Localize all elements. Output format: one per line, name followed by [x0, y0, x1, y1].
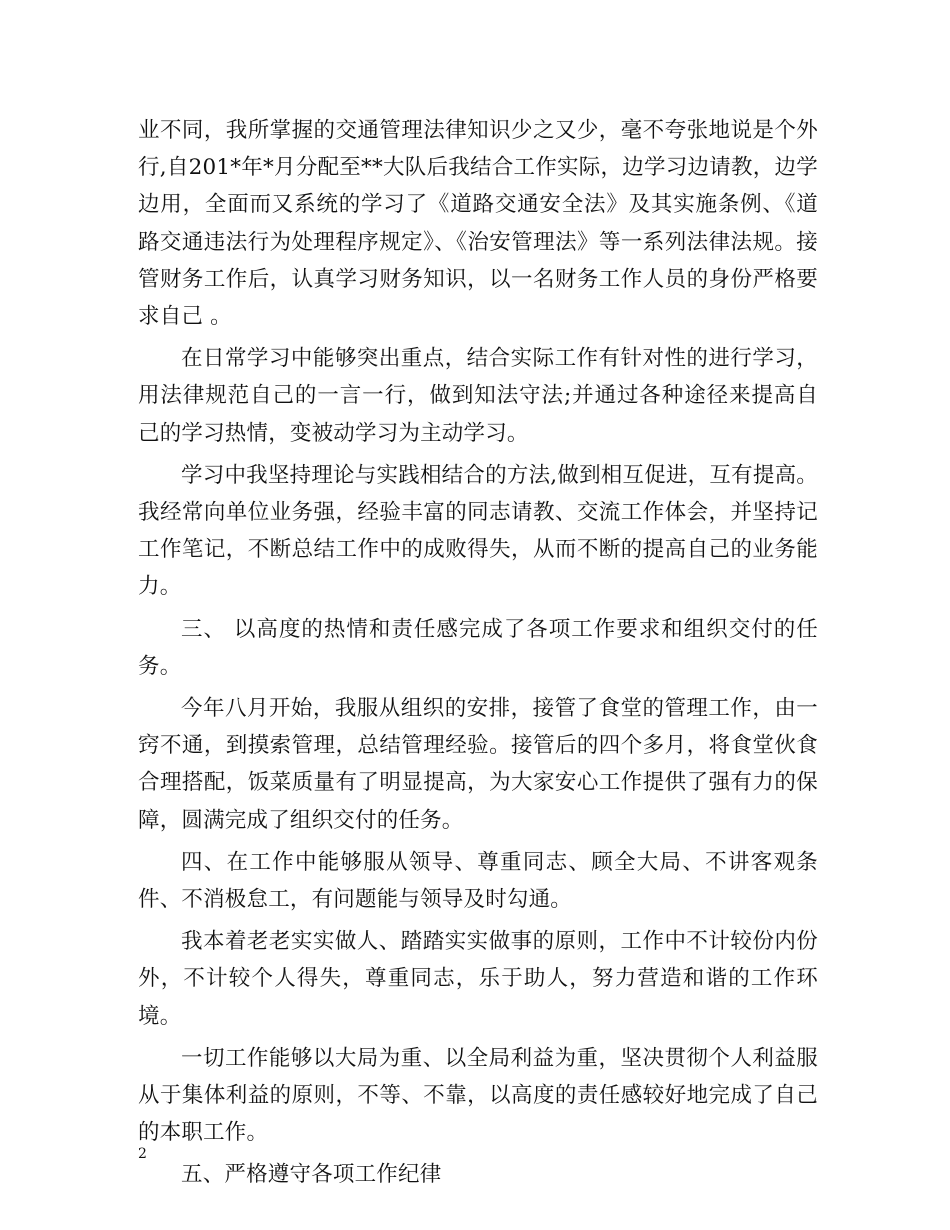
paragraph-overall-interest: 一切工作能够以大局为重、以全局利益为重，坚决贯彻个人利益服从于集体利益的原则，不等、不靠，以高度的责任感较好地完成了自己的本职工作。 [138, 1045, 818, 1146]
paragraph-canteen-management: 今年八月开始，我服从组织的安排，接管了食堂的管理工作，由一窍不通，到摸索管理，总结管理经验。接管后的四个多月，将食堂伙食合理搭配，饭菜质量有了明显提高，为大家安心工作提供了强有力的保障，圆满完成了组织交付的任务。 [138, 696, 818, 833]
section-heading-four: 四、在工作中能够服从领导、尊重同志、顾全大局、不讲客观条件、不消极怠工，有问题能与领导及时勾通。 [138, 849, 818, 913]
document-body [138, 112, 818, 1199]
paragraph-focus-study: 在日常学习中能够突出重点，结合实际工作有针对性的进行学习，用法律规范自己的一言一行，做到知法守法;并通过各种途径来提高自己的学习热情，变被动学习为主动学习。 [138, 346, 818, 446]
section-heading-five: 五、严格遵守各项工作纪律 [181, 1162, 442, 1188]
page-number: 2 [138, 1146, 147, 1162]
paragraph-study-law: 业不同，我所掌握的交通管理法律知识少之又少，毫不夸张地说是个外行,自201*年*月分配至**大队后我结合工作实际，边学习边请教，边学边用，全面而又系统的学习了《道路交通安全法》及其实施条例、《道路交通违法行为处理程序规定》、《治安管理法》等一系列法律法规。接管财务工作后，认真学习财务知识，以一名财务工作人员的身份严格要求自己 。 [138, 118, 818, 330]
paragraph-work-principle: 我本着老老实实做人、踏踏实实做事的原则，工作中不计较份内份外，不计较个人得失，尊重同志，乐于助人，努力营造和谐的工作环境。 [138, 929, 818, 1029]
paragraph-theory-practice: 学习中我坚持理论与实践相结合的方法,做到相互促进，互有提高。我经常向单位业务强，经验丰富的同志请教、交流工作体会，并坚持记工作笔记，不断总结工作中的成败得失，从而不断的提高自己的业务能力。 [138, 462, 818, 600]
section-heading-three: 三、 以高度的热情和责任感完成了各项工作要求和组织交付的任务。 [138, 616, 818, 679]
